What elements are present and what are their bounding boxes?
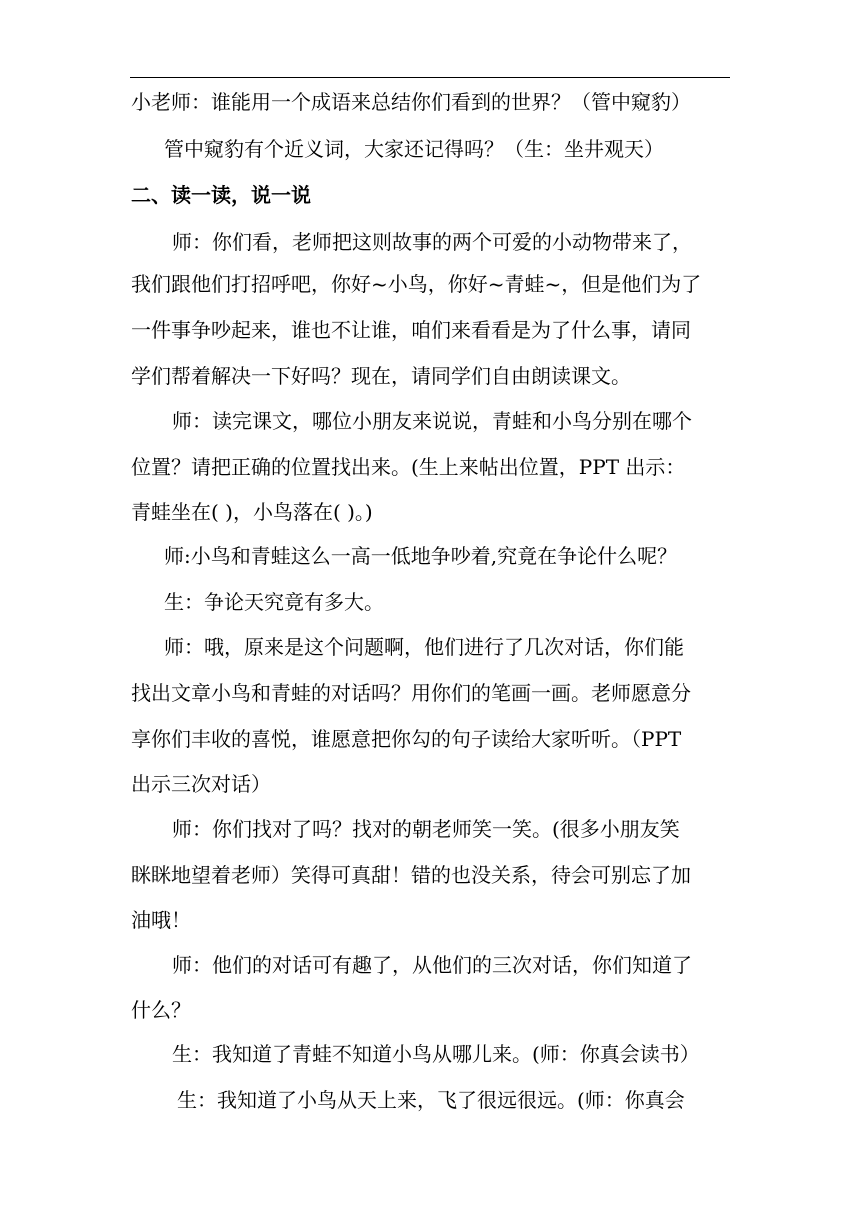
text-line: 找出文章小鸟和青蛙的对话吗？用你们的笔画一画。老师愿意分: [131, 681, 691, 705]
header-rule: [130, 77, 730, 78]
text-line: 小老师：谁能用一个成语来总结你们看到的世界？（管中窥豹）: [131, 90, 691, 114]
text-line: 一件事争吵起来，谁也不让谁，咱们来看看是为了什么事，请同: [131, 318, 691, 342]
text-line: 管中窥豹有个近义词，大家还记得吗？（生：坐井观天）: [164, 137, 664, 161]
text-line: 师：哦，原来是这个问题啊，他们进行了几次对话，你们能: [164, 635, 684, 659]
text-line: 位置？请把正确的位置找出来。(生上来帖出位置，PPT 出示：: [131, 455, 686, 479]
text-line: 享你们丰收的喜悦，谁愿意把你勾的句子读给大家听听。（PPT: [131, 727, 682, 751]
text-line: 师：读完课文，哪位小朋友来说说，青蛙和小鸟分别在哪个: [172, 409, 692, 433]
text-line: 青蛙坐在( )，小鸟落在( )。): [131, 500, 373, 524]
text-line: 学们帮着解决一下好吗？现在，请同学们自由朗读课文。: [131, 364, 631, 388]
text-line: 我们跟他们打招呼吧，你好~小鸟，你好~青蛙~，但是他们为了: [131, 272, 702, 296]
text-line: 什么？: [131, 998, 191, 1022]
text-line: 油哦！: [131, 908, 191, 932]
text-line: 师：你们看，老师把这则故事的两个可爱的小动物带来了，: [172, 230, 692, 254]
text-line: 生：争论天究竟有多大。: [164, 590, 384, 614]
text-line: 师：你们找对了吗？找对的朝老师笑一笑。(很多小朋友笑: [172, 817, 680, 841]
text-line: 生：我知道了小鸟从天上来，飞了很远很远。(师：你真会: [177, 1088, 685, 1112]
text-line: 生：我知道了青蛙不知道小鸟从哪儿来。(师：你真会读书）: [172, 1042, 700, 1066]
text-line: 师：他们的对话可有趣了，从他们的三次对话，你们知道了: [172, 953, 692, 977]
text-line: 师:小鸟和青蛙这么一高一低地争吵着,究竟在争论什么呢？: [164, 544, 678, 568]
text-line: 眯眯地望着老师）笑得可真甜！错的也没关系，待会可别忘了加: [131, 863, 691, 887]
section-heading: 二、读一读，说一说: [131, 183, 311, 207]
text-line: 出示三次对话）: [131, 772, 271, 796]
